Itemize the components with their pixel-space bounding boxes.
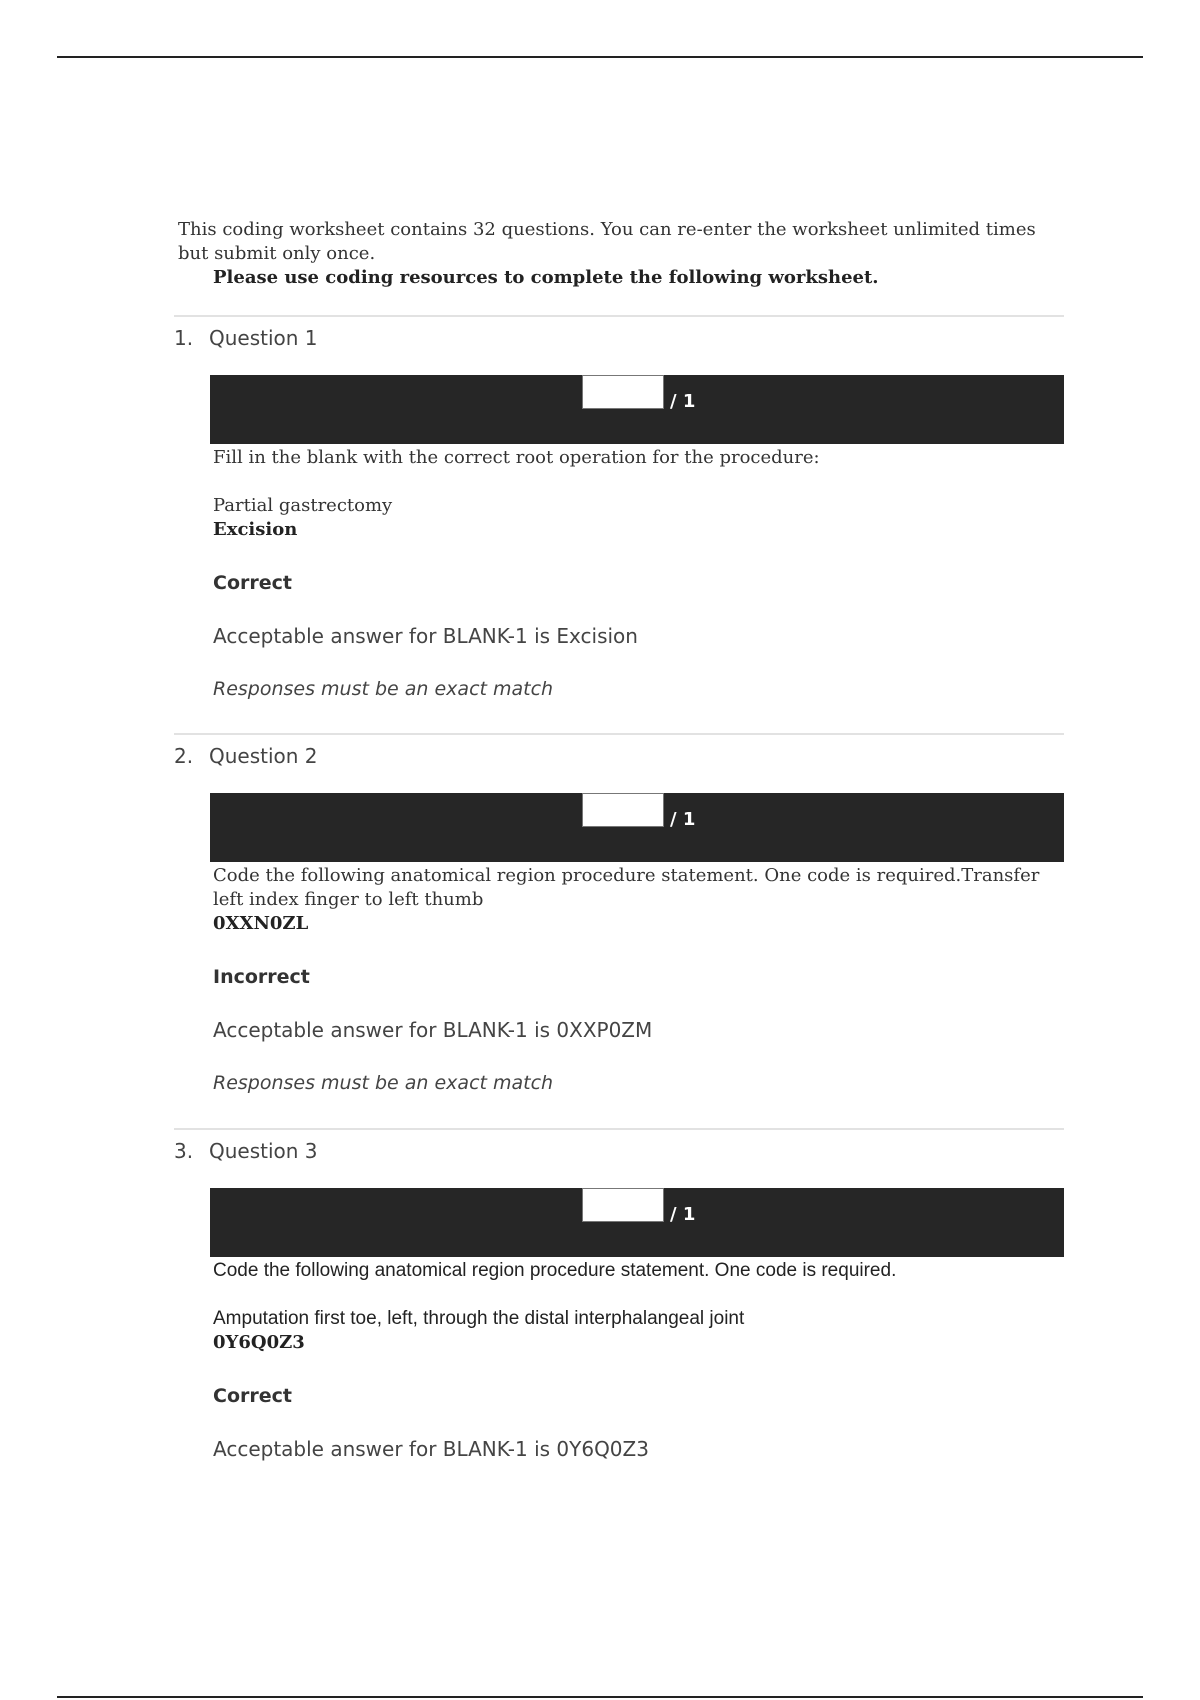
submitted-answer: Excision bbox=[213, 519, 298, 540]
match-note: Responses must be an exact match bbox=[213, 1072, 554, 1094]
question-divider bbox=[174, 315, 1064, 317]
match-note: Responses must be an exact match bbox=[213, 678, 554, 700]
worksheet-instruction: Please use coding resources to complete the following worksheet. bbox=[213, 267, 879, 288]
question-title: Question 3 bbox=[209, 1139, 318, 1163]
score-input[interactable] bbox=[582, 375, 664, 409]
score-bar bbox=[210, 793, 1064, 862]
question-2 bbox=[174, 733, 1064, 1094]
question-prompt: Code the following anatomical region procedure statement. One code is required. bbox=[213, 1260, 897, 1281]
result-status: Incorrect bbox=[213, 966, 310, 988]
page-bottom-rule bbox=[57, 1696, 1143, 1698]
question-header bbox=[174, 739, 1064, 773]
question-title: Question 2 bbox=[209, 744, 318, 768]
score-total: / 1 bbox=[670, 391, 696, 412]
question-prompt: Code the following anatomical region procedure statement. One code is required.Transfer left index finger to left thumb bbox=[213, 865, 1040, 910]
result-status: Correct bbox=[213, 1385, 292, 1407]
question-header bbox=[174, 321, 1064, 355]
score-bar bbox=[210, 1188, 1064, 1257]
score-input[interactable] bbox=[582, 793, 664, 827]
score-total: / 1 bbox=[670, 809, 696, 830]
score-bar bbox=[210, 375, 1064, 444]
question-prompt: Fill in the blank with the correct root operation for the procedure: bbox=[213, 447, 820, 468]
question-1 bbox=[174, 315, 1064, 700]
worksheet-intro: This coding worksheet contains 32 questions. You can re-enter the worksheet unlimited times but submit only once. bbox=[178, 219, 1036, 264]
question-3 bbox=[174, 1128, 1064, 1461]
question-title: Question 1 bbox=[209, 326, 318, 350]
question-number: 2. bbox=[174, 744, 194, 768]
question-header bbox=[174, 1134, 1064, 1168]
acceptable-answer: Acceptable answer for BLANK-1 is Excision bbox=[213, 624, 638, 648]
procedure-statement: Partial gastrectomy bbox=[213, 495, 393, 516]
score-total: / 1 bbox=[670, 1204, 696, 1225]
result-status: Correct bbox=[213, 572, 292, 594]
acceptable-answer: Acceptable answer for BLANK-1 is 0XXP0ZM bbox=[213, 1018, 653, 1042]
page-top-rule bbox=[57, 56, 1143, 58]
question-number: 3. bbox=[174, 1139, 194, 1163]
question-body bbox=[213, 1259, 1063, 1461]
submitted-answer: 0Y6Q0Z3 bbox=[213, 1332, 305, 1353]
acceptable-answer: Acceptable answer for BLANK-1 is 0Y6Q0Z3 bbox=[213, 1437, 649, 1461]
question-body bbox=[213, 446, 1063, 700]
question-number: 1. bbox=[174, 326, 194, 350]
score-input[interactable] bbox=[582, 1188, 664, 1222]
procedure-statement: Amputation first toe, left, through the distal interphalangeal joint bbox=[213, 1308, 745, 1329]
question-divider bbox=[174, 733, 1064, 735]
submitted-answer: 0XXN0ZL bbox=[213, 913, 309, 934]
question-divider bbox=[174, 1128, 1064, 1130]
question-body bbox=[213, 864, 1063, 1094]
